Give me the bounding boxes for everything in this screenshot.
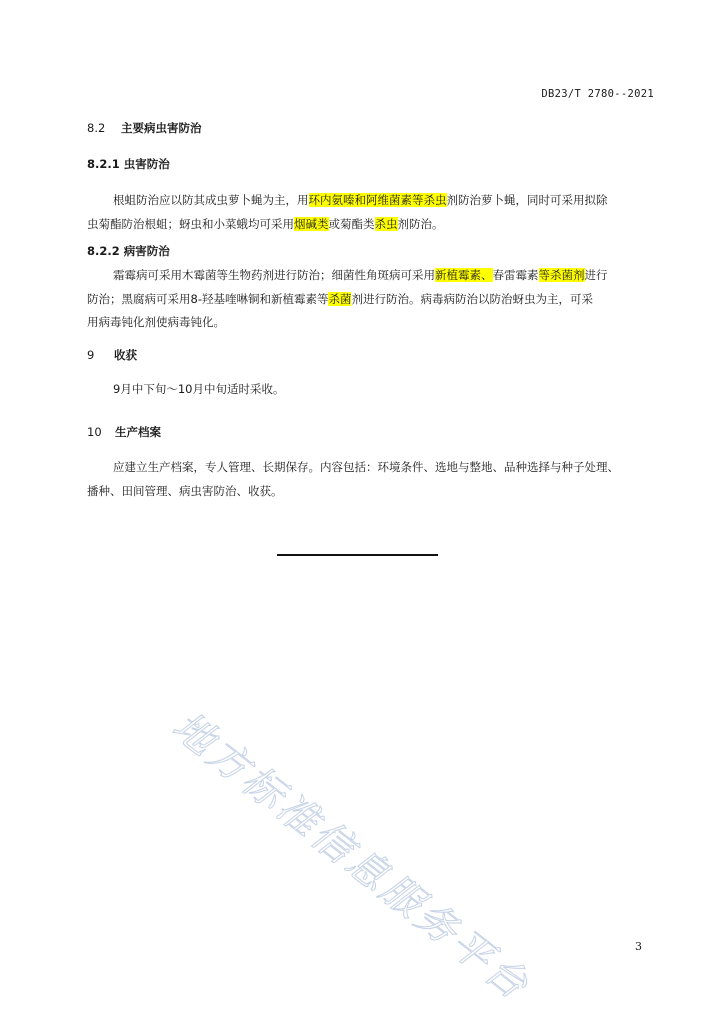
section-number: 8.2 bbox=[87, 121, 106, 135]
text-run: 虫菊酯防治根蛆；蚜虫和小菜蛾均可采用 bbox=[87, 216, 294, 231]
text-run: 霜霉病可采用木霉菌等生物药剂进行防治；细菌性角斑病可采用 bbox=[113, 268, 435, 282]
text-run: 春雷霉素 bbox=[492, 268, 539, 282]
paragraph-line: 应建立生产档案，专人管理、长期保存。内容包括：环境条件、选地与整地、品种选择与种子处理、 bbox=[113, 460, 619, 474]
text-run: 剂进行防治。病毒病防治以防治蚜虫为主，可采 bbox=[351, 291, 593, 306]
section-8-2-1-heading: 8.2.1 虫害防治 bbox=[87, 157, 170, 171]
section-10-paragraph bbox=[87, 456, 657, 503]
end-rule bbox=[277, 554, 438, 556]
section-number: 9 bbox=[87, 348, 95, 362]
text-run: 剂防治萝卜蝇，同时可采用拟除 bbox=[446, 193, 608, 207]
page-number: 3 bbox=[635, 940, 642, 953]
highlighted-text: 环内氨嗪和阿维菌素等杀虫 bbox=[308, 193, 447, 207]
paragraph-line bbox=[87, 264, 657, 288]
section-9-heading bbox=[87, 347, 137, 363]
section-9-paragraph bbox=[87, 378, 657, 402]
section-8-2-2-heading: 8.2.2 病害防治 bbox=[87, 244, 170, 258]
paragraph-line bbox=[87, 189, 657, 213]
paragraph-line: 9月中下旬～10月中旬适时采收。 bbox=[113, 382, 285, 396]
highlighted-text: 杀菌 bbox=[328, 291, 352, 306]
highlighted-text: 烟碱类 bbox=[294, 216, 329, 231]
section-8-2-2-paragraph bbox=[87, 264, 657, 335]
paragraph-line: 播种、田间管理、病虫害防治、收获。 bbox=[87, 483, 283, 498]
section-10-heading bbox=[87, 424, 161, 440]
section-title: 主要病虫害防治 bbox=[121, 121, 202, 135]
text-run: 进行 bbox=[584, 268, 608, 282]
section-title: 收获 bbox=[114, 348, 138, 362]
section-8-2-1-paragraph bbox=[87, 189, 657, 236]
text-run: 或菊酯类 bbox=[328, 216, 375, 231]
section-8-2-heading bbox=[87, 120, 202, 136]
watermark: 地方标准信息服务平台 bbox=[163, 703, 539, 1011]
highlighted-text: 杀虫 bbox=[374, 216, 398, 231]
paragraph-line bbox=[87, 288, 657, 312]
paragraph-line: 用病毒钝化剂使病毒钝化。 bbox=[87, 315, 225, 329]
text-run: 根蛆防治应以防其成虫萝卜蝇为主，用 bbox=[113, 193, 309, 207]
text-run: 防治；黑腐病可采用8-羟基喹啉铜和新植霉素等 bbox=[87, 291, 329, 306]
section-title: 生产档案 bbox=[115, 425, 162, 439]
document-code: DB23/T 2780--2021 bbox=[541, 88, 654, 100]
paragraph-line bbox=[87, 213, 657, 237]
highlighted-text: 等杀菌剂 bbox=[538, 268, 585, 282]
text-run: 剂防治。 bbox=[397, 216, 444, 231]
section-number: 10 bbox=[87, 425, 102, 439]
highlighted-text: 新植霉素、 bbox=[435, 268, 493, 282]
